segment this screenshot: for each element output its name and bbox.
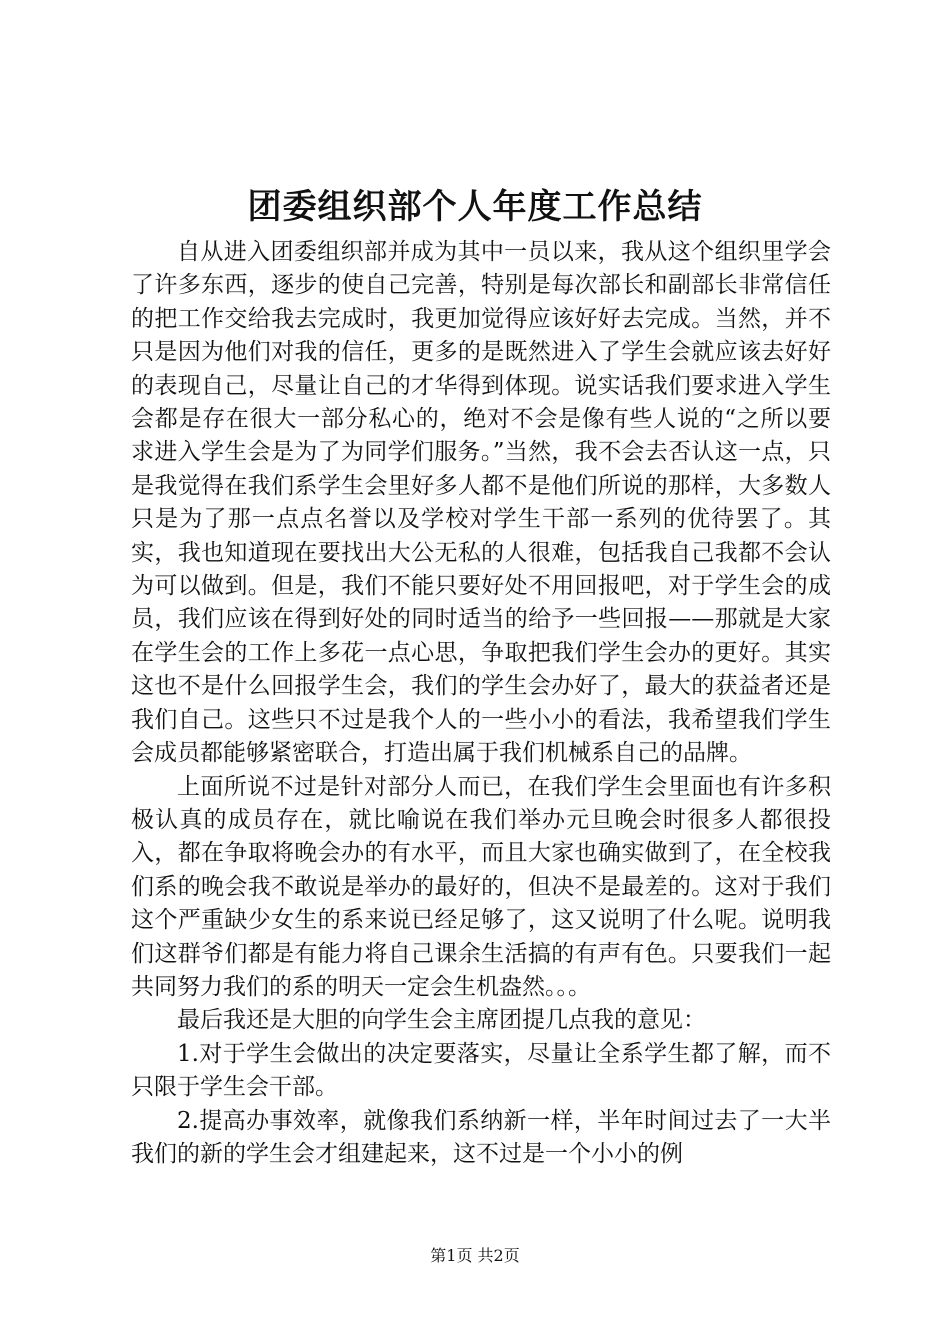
document-title: 团委组织部个人年度工作总结: [247, 187, 703, 227]
suggestion-item-2: 2.提高办事效率，就像我们系纳新一样，半年时间过去了一大半我们的新的学生会才组建起来，这不过是一个小小的例: [131, 1107, 831, 1167]
document-body: [131, 236, 831, 1171]
paragraph-suggestions-intro: 最后我还是大胆的向学生会主席团提几点我的意见：: [177, 1007, 706, 1034]
suggestion-item-1: 1.对于学生会做出的决定要落实，尽量让全系学生都了解，而不只限于学生会干部。: [131, 1040, 831, 1101]
page-number-footer: 第1页 共2页: [430, 1246, 520, 1265]
paragraph-intro: 自从进入团委组织部并成为其中一员以来，我从这个组织里学会了许多东西，逐步的使自己完善，特别是每次部长和副部长非常信任的把工作交给我去完成时，我更加觉得应该好好去完成。当然，并不只是因为他们对我的信任，更多的是既然进入了学生会就应该去好好的表现自己，尽量让自己的才华得到体现。说实话我们要求进入学生会都是存在很大一部分私心的，绝对不会是像有些人说的“之所以要求进入学生会是为了为同学们服务。”当然，我不会去否认这一点，只是我觉得在我们系学生会里好多人都不是他们所说的那样，大多数人只是为了那一点点名誉以及学校对学生干部一系列的优待罢了。其实，我也知道现在要找出大公无私的人很难，包括我自己我都不会认为可以做到。但是，我们不能只要好处不用回报吧，对于学生会的成员，我们应该在得到好处的同时适当的给予一些回报——那就是大家在学生会的工作上多花一点心思，争取把我们学生会办的更好。其实这也不是什么回报学生会，我们的学生会办好了，最大的获益者还是我们自己。这些只不过是我个人的一些小小的看法，我希望我们学生会成员都能够紧密联合，打造出属于我们机械系自己的品牌。: [131, 239, 831, 767]
paragraph-evening-party: 上面所说不过是针对部分人而已，在我们学生会里面也有许多积极认真的成员存在，就比喻说在我们举办元旦晚会时很多人都很投入，都在争取将晚会办的有水平，而且大家也确实做到了，在全校我们系的晚会我不敢说是举办的最好的，但决不是最差的。这对于我们这个严重缺少女生的系来说已经足够了，这又说明了什么呢。说明我们这群爷们都是有能力将自己课余生活搞的有声有色。只要我们一起共同努力我们的系的明天一定会生机盎然。。。: [131, 773, 831, 1000]
